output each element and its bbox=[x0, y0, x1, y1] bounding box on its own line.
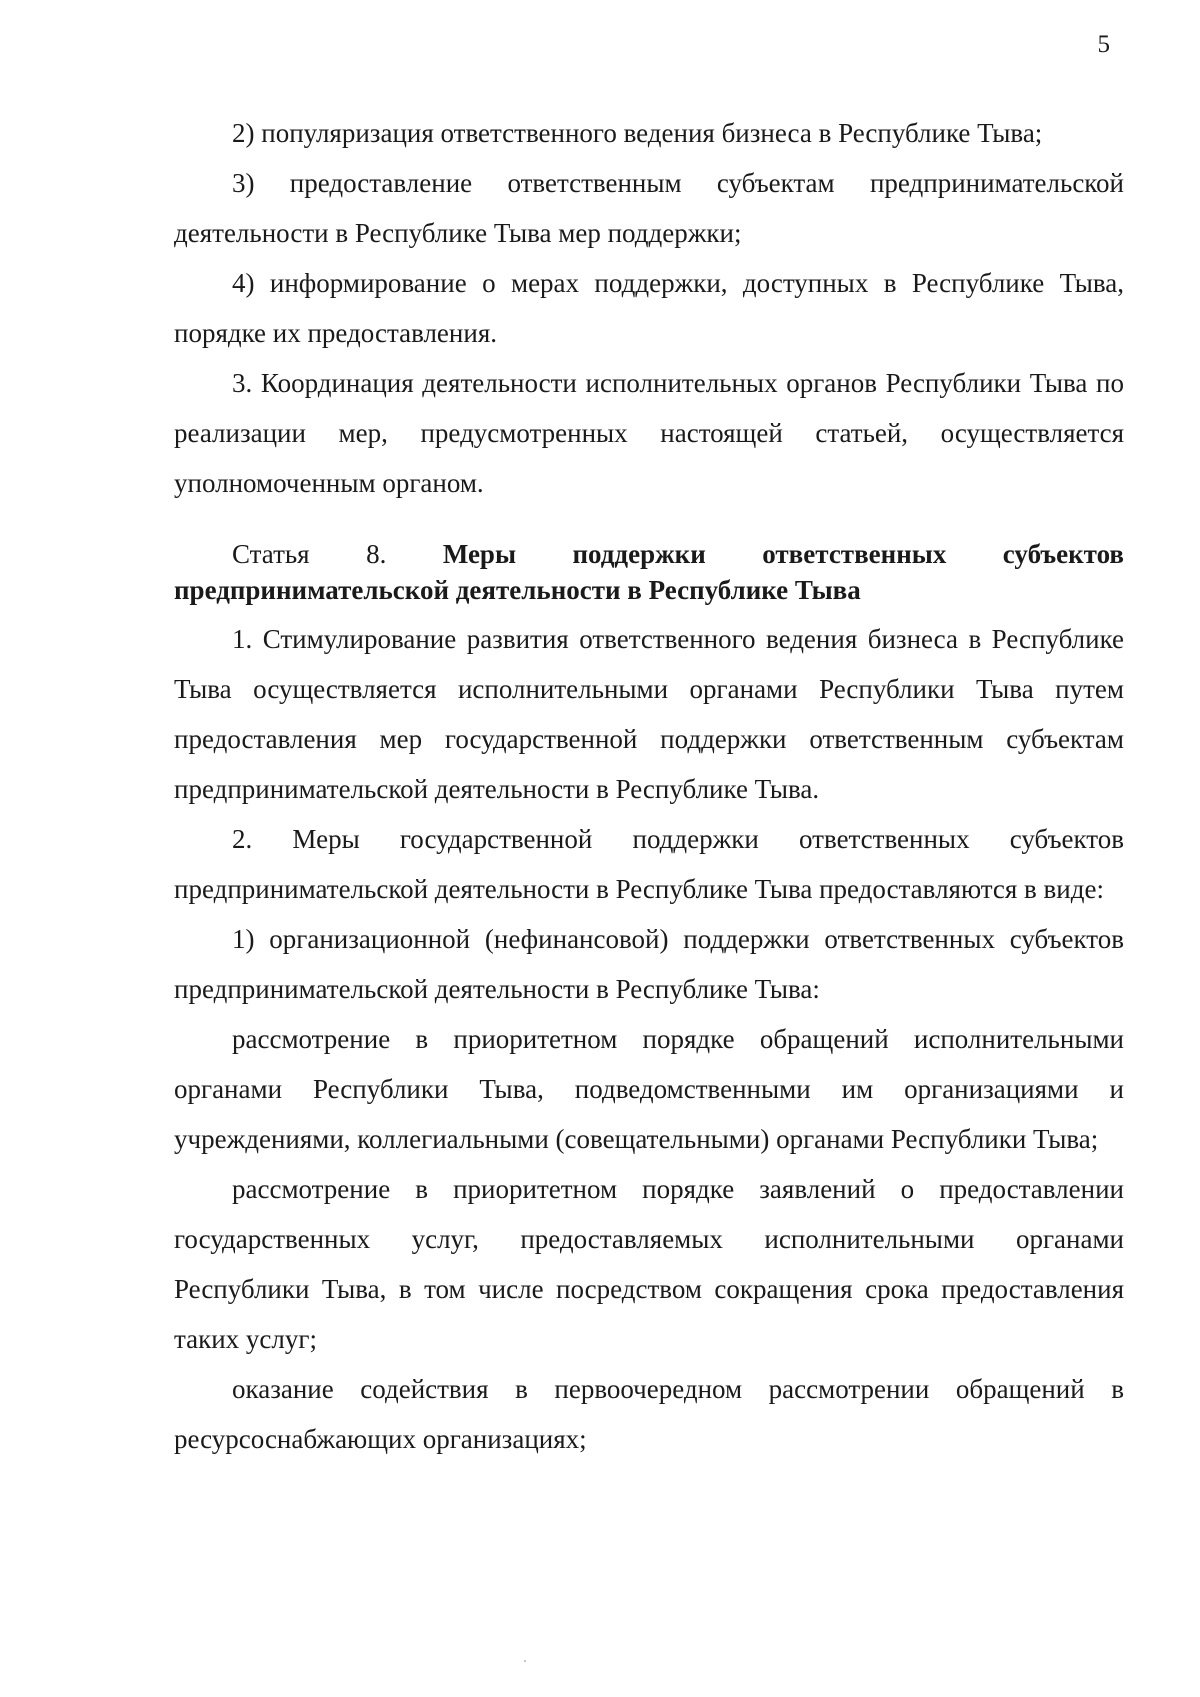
paragraph: 1) организационной (нефинансовой) поддержки ответственных субъектов предпринимательской деятельности в Республике Тыва: bbox=[174, 924, 1124, 1004]
paragraph: 2) популяризация ответственного ведения бизнеса в Республике Тыва; bbox=[232, 118, 1043, 148]
paragraph: 2. Меры государственной поддержки ответственных субъектов предпринимательской деятельности в Республике Тыва предоставляются в виде: bbox=[174, 824, 1124, 904]
document-body bbox=[174, 108, 1124, 1464]
paragraph: 4) информирование о мерах поддержки, доступных в Республике Тыва, порядке их предоставления. bbox=[174, 268, 1124, 348]
scan-speck bbox=[524, 1660, 526, 1662]
paragraph: 3) предоставление ответственным субъектам предпринимательской деятельности в Республике Тыва мер поддержки; bbox=[174, 168, 1124, 248]
article-heading bbox=[174, 536, 1124, 608]
paragraph: 1. Стимулирование развития ответственного ведения бизнеса в Республике Тыва осуществляется исполнительными органами Республики Тыва путем предоставления мер государственной поддержки ответственным субъектам предпринимательской деятельности в Республике Тыва. bbox=[174, 624, 1124, 804]
article-title: Меры поддержки ответственных субъектов предпринимательской деятельности в Республике Тыва bbox=[174, 539, 1124, 605]
article-label: Статья 8. bbox=[232, 539, 443, 569]
paragraph: рассмотрение в приоритетном порядке обращений исполнительными органами Республики Тыва, подведомственными им организациями и учреждениями, коллегиальными (совещательными) органами Республики Тыва; bbox=[174, 1024, 1124, 1154]
paragraph: оказание содействия в первоочередном рассмотрении обращений в ресурсоснабжающих организациях; bbox=[174, 1374, 1124, 1454]
paragraph: рассмотрение в приоритетном порядке заявлений о предоставлении государственных услуг, предоставляемых исполнительными органами Республики Тыва, в том числе посредством сокращения срока предоставления таких услуг; bbox=[174, 1174, 1124, 1354]
paragraph: 3. Координация деятельности исполнительных органов Республики Тыва по реализации мер, предусмотренных настоящей статьей, осуществляется уполномоченным органом. bbox=[174, 368, 1124, 498]
article-heading-text bbox=[174, 536, 1124, 608]
page-number: 5 bbox=[1097, 31, 1110, 58]
